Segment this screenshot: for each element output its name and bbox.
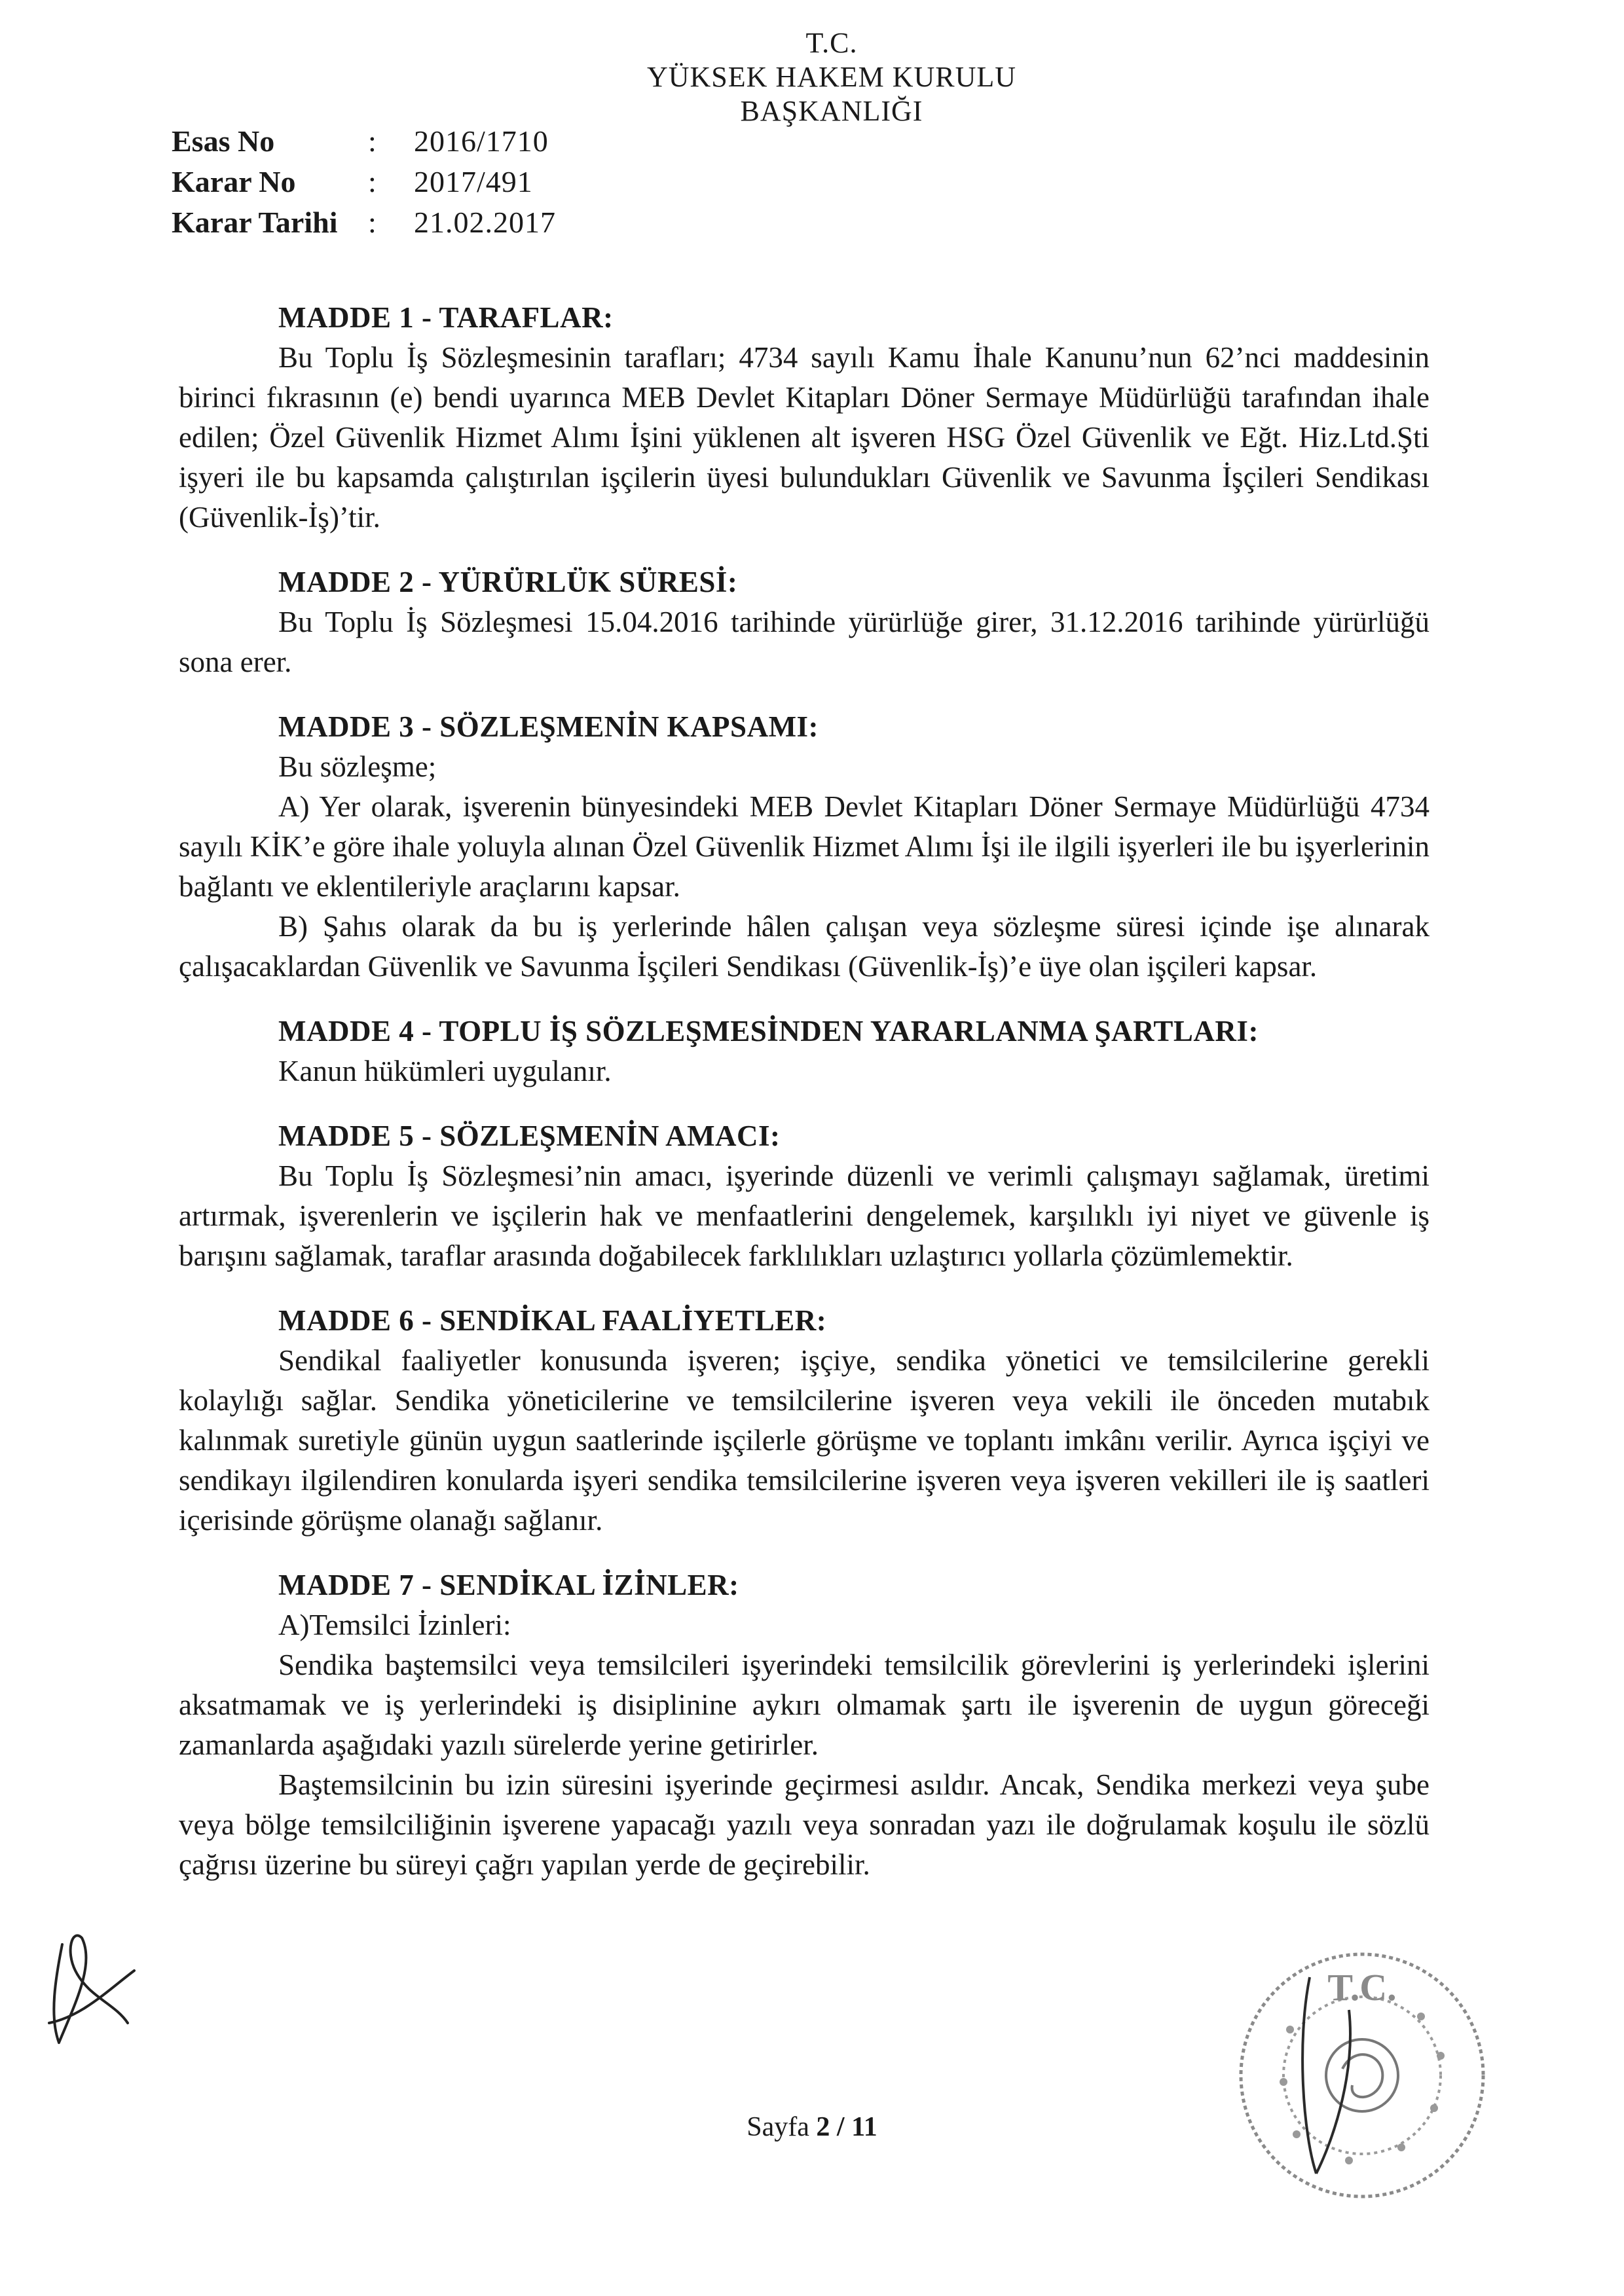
paragraph: A) Yer olarak, işverenin bünyesindeki MEB Devlet Kitapları Döner Sermaye Müdürlüğü 4734 sayılı KİK’e göre ihale yoluyla alınan Özel Güvenlik Hizmet Alımı İşi ile ilgili işyerleri ile bu işyerlerinin bağlantı ve eklentileriyle araçlarını kapsar.: [179, 790, 1430, 903]
case-label: Esas No: [172, 124, 275, 158]
case-colon: :: [368, 165, 377, 198]
paragraph: Bu Toplu İş Sözleşmesinin tarafları; 4734 sayılı Kamu İhale Kanunu’nun 62’nci maddesinin birinci fıkrasının (e) bendi uyarınca MEB Devlet Kitapları Döner Sermaye Müdürlüğü tarafından ihale edilen; Özel Güvenlik Hizmet Alımı İşini yüklenen alt işveren HSG Özel Güvenlik ve Eğt. Hiz.Ltd.Şti işyeri ile bu kapsamda çalıştırılan işçilerin üyesi bulundukları Güvenlik ve Savunma İşçileri Sendikası (Güvenlik-İş)’tir.: [179, 341, 1430, 534]
paragraph: B) Şahıs olarak da bu iş yerlerinde hâlen çalışan veya sözleşme süresi içinde işe alınarak çalışacaklardan Güvenlik ve Savunma İşçileri Sendikası (Güvenlik-İş)’e üye olan işçileri kapsar.: [179, 910, 1430, 983]
page-footer: [688, 2111, 936, 2143]
paragraph: A)Temsilci İzinleri:: [278, 1609, 511, 1641]
case-value: 2016/1710: [414, 124, 549, 158]
paragraph: Baştemsilcinin bu izin süresini işyerinde geçirmesi asıldır. Ancak, Sendika merkezi veya şube veya bölge temsilciliğinin işverene yapacağı yazılı veya sonradan yazı ile doğrulamak koşulu ile sözlü çağrısı üzerine bu süreyi çağrı yapılan yerde de geçirebilir.: [179, 1768, 1430, 1881]
case-colon: :: [368, 206, 377, 239]
header-department: BAŞKANLIĞI: [740, 95, 923, 127]
madde-6: [179, 1301, 1430, 1540]
madde-1: [179, 298, 1430, 538]
header-institution: YÜKSEK HAKEM KURULU: [646, 61, 1017, 93]
case-row-tarih: [172, 202, 556, 243]
paragraph: Bu sözleşme;: [278, 750, 437, 783]
paragraph: Kanun hükümleri uygulanır.: [278, 1055, 612, 1087]
case-label: Karar Tarihi: [172, 206, 338, 239]
page-separator: /: [836, 2112, 845, 2142]
page-number: 2: [816, 2112, 830, 2142]
page-total: 11: [851, 2112, 877, 2142]
madde-title: MADDE 4 - TOPLU İŞ SÖZLEŞMESİNDEN YARARLANMA ŞARTLARI:: [278, 1015, 1259, 1048]
madde-title: MADDE 3 - SÖZLEŞMENİN KAPSAMI:: [278, 710, 819, 743]
document-header: [563, 26, 1100, 128]
madde-title: MADDE 2 - YÜRÜRLÜK SÜRESİ:: [278, 566, 738, 598]
madde-title: MADDE 5 - SÖZLEŞMENİN AMACI:: [278, 1120, 781, 1152]
madde-2: [179, 562, 1430, 682]
case-colon: :: [368, 124, 377, 158]
madde-title: MADDE 7 - SENDİKAL İZİNLER:: [278, 1569, 739, 1601]
signature-icon: [36, 1925, 147, 2056]
paragraph: Bu Toplu İş Sözleşmesi 15.04.2016 tarihinde yürürlüğe girer, 31.12.2016 tarihinde yürürlüğü sona erer.: [179, 606, 1430, 678]
madde-3: [179, 707, 1430, 987]
document-body: [179, 298, 1430, 1910]
madde-title: MADDE 1 - TARAFLAR:: [278, 301, 614, 334]
header-country: T.C.: [805, 27, 858, 59]
case-row-esas: [172, 121, 556, 162]
madde-4: [179, 1011, 1430, 1091]
case-value: 21.02.2017: [414, 206, 556, 239]
madde-title: MADDE 6 - SENDİKAL FAALİYETLER:: [278, 1304, 827, 1337]
madde-5: [179, 1116, 1430, 1276]
case-value: 2017/491: [414, 165, 533, 198]
stamp-text: T.C.: [1327, 1966, 1397, 2009]
paragraph: Bu Toplu İş Sözleşmesi’nin amacı, işyerinde düzenli ve verimli çalışmayı sağlamak, üretimi artırmak, işverenlerin ve işçilerin hak ve menfaatlerini dengelemek, karşılıklı iyi niyet ve güvenle iş barışını sağlamak, taraflar arasında doğabilecek farklılıkları uzlaştırıcı yollarla çözümlemektir.: [179, 1159, 1430, 1272]
paragraph: Sendika baştemsilci veya temsilcileri işyerindeki temsilcilik görevlerini iş yerlerindeki işlerini aksatmamak ve iş yerlerindeki iş disiplinine aykırı olmamak şartı ile işverenin de uygun göreceği zamanlarda aşağıdaki yazılı sürelerde yerine getirirler.: [179, 1649, 1430, 1761]
case-row-karar: [172, 162, 556, 202]
page-prefix: Sayfa: [747, 2112, 809, 2142]
case-label: Karar No: [172, 165, 296, 198]
official-stamp-icon: [1225, 1938, 1500, 2213]
paragraph: Sendikal faaliyetler konusunda işveren; işçiye, sendika yönetici ve temsilcilerine gerekli kolaylığı sağlar. Sendika yöneticilerine ve temsilcilerine işveren veya vekili ile önceden mutabık kalınmak suretiyle günün uygun saatlerinde işçilerle görüşme ve toplantı imkânı verilir. Ayrıca işçiyi ve sendikayı ilgilendiren konularda işyeri sendika temsilcilerine işveren veya işveren vekilleri ile iş saatleri içerisinde görüşme olanağı sağlanır.: [179, 1344, 1430, 1537]
case-info: [172, 121, 556, 243]
madde-7: [179, 1565, 1430, 1885]
